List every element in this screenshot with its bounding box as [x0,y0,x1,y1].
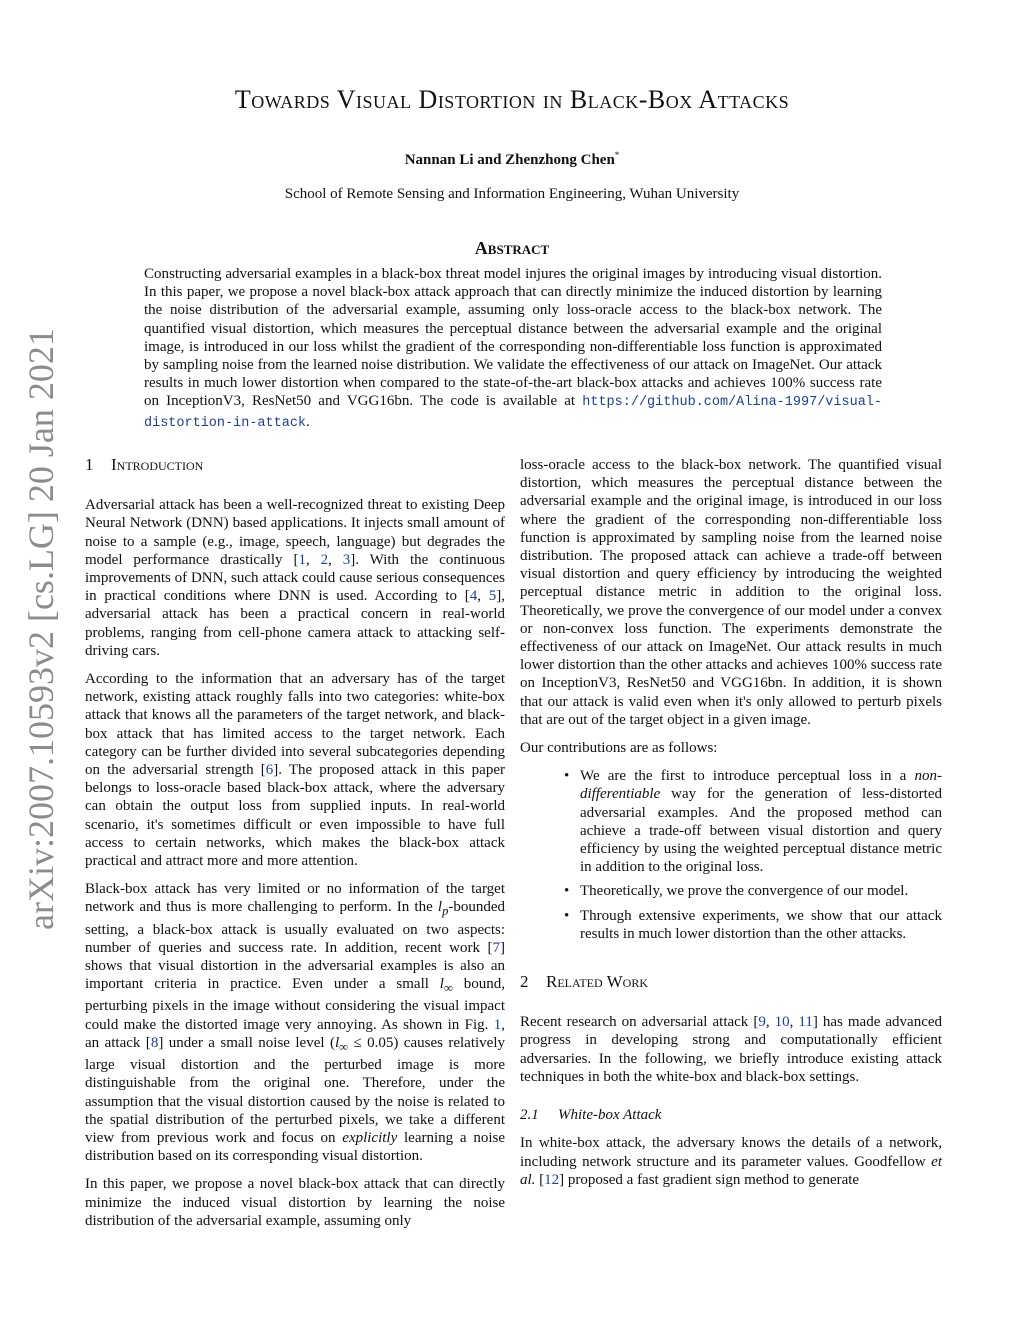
citation-link[interactable]: 7 [492,939,500,956]
text-run: , [305,551,321,568]
figure-link[interactable]: 1 [493,1016,502,1033]
math-sub: p [442,904,449,919]
contributions-intro: Our contributions are as follows: [520,740,718,757]
text-run: ] shows that visual distortion in the adversarial examples is also an important criteria in practice. Even under a small [85,939,505,993]
bullet-icon: • [564,768,570,785]
citation-link[interactable]: 1 [298,551,306,568]
text-run: Through extensive experiments, we show that our attack results in much lower distortion than the other attacks. [580,907,942,942]
citation-link[interactable]: 8 [150,1034,159,1051]
text-run: ], adversarial attack has been a practical concern in real-world problems, ranging from cell-phone camera attack to attacking self-driving cars. [85,588,505,659]
text-run: According to the information that an adversary has of the target network, existing attack roughly falls into two categories: white-box attack that knows all the parameters of the target network, and black-box attack that has limited access to the target network. Each category can be further divided into several subcategories depending on the adversarial strength [ [85,671,505,779]
text-run: -bounded setting, a black-box attack is usually evaluated on two aspects: number of queries and success rate. In addition, recent work [ [85,899,505,956]
section-title: Related Work [546,972,648,992]
list-item [564,882,942,900]
text-run: ] has made advanced progress in developing strong and computationally efficient adversaries. In the following, we briefly introduce existing attack techniques in both the white-box and black-box settings. [520,1014,943,1085]
text-run: Recent research on adversarial attack [ [520,1014,759,1031]
math-sub: ∞ [339,1039,349,1054]
bullet-icon: • [564,883,570,900]
arxiv-stamp: arXiv:2007.10593v2 [cs.LG] 20 Jan 2021 [21,328,61,930]
section-number: 2 [520,972,529,992]
right-column [520,456,942,1199]
left-column [85,456,505,1240]
affiliation: School of Remote Sensing and Information Engineering, Wuhan University [284,186,740,202]
paper-title: Towards Visual Distortion in Black-Box Attacks [234,85,790,114]
subsection-white-box-heading [520,1106,942,1124]
code-url-link[interactable]: https://github.com/Alina-1997/visual-distortion-in-attack [144,395,882,431]
math-sub: ∞ [443,981,453,996]
subsection-title: White-box Attack [558,1107,662,1124]
text-run: , [789,1014,799,1031]
citation-link[interactable]: 3 [342,551,351,568]
math-l: l [334,1034,340,1051]
text-run: Adversarial attack has been a well-recognized threat to existing Deep Neural Network (DNN) based applications. It injects small amount of noise to a sample (e.g., image, speech, language) but degrades the model performance drastically [ [85,497,505,568]
author-names: Nannan Li and Zhenzhong Chen [404,152,615,168]
text-run: , an attack [ [85,1016,505,1051]
text-run: , [477,588,489,605]
citation-link[interactable]: 4 [469,588,478,605]
text-run: ]. With the continuous improvements of DNN, such attack could cause serious consequences in practical conditions where DNN is used. According to [ [85,551,506,605]
text-run: bound, perturbing pixels in the image without considering the visual impact could make the distorted image very annoying. As shown in Fig. [85,976,506,1033]
authors [100,150,924,169]
list-item [564,767,942,876]
abstract-text: Constructing adversarial examples in a black-box threat model injures the original images by introducing visual distortion. In this paper, we propose a novel black-box attack approach that can directly minimize the induced distortion by learning the noise distribution of the adversarial example, assuming only loss-oracle access to the black-box network. The quantified visual distortion, which measures the perceptual distance between the adversarial example and the original image, is introduced in our loss whilst the gradient of the corresponding non-differentiable loss function is approximated by sampling noise from the learned noise distribution. We validate the effectiveness of our attack on ImageNet. Our attack results in much lower distortion when compared to the state-of-the-art black-box attacks and achieves 100% success rate on InceptionV3, ResNet50 and VGG16bn. [144,266,882,410]
text-run: [ [535,1171,545,1188]
citation-link[interactable]: 6 [265,762,274,779]
text-run: , [328,551,343,568]
abstract-body [144,265,882,433]
white-box-paragraph [520,1134,942,1189]
text-run: In white-box attack, the adversary knows the details of a network, including network structure and its parameter values. Goodfellow [520,1135,942,1170]
subsection-number: 2.1 [520,1107,539,1124]
citation-link[interactable]: 5 [488,588,497,605]
text-run: Black-box attack has very limited or no information of the target network and thus is more challenging to perform. In the [85,881,505,916]
section-number: 1 [85,455,94,474]
text-run: ] proposed a fast gradient sign method to generate [559,1171,860,1188]
text-run: way for the generation of less-distorted adversarial examples. And the proposed method can achieve a trade-off between visual distortion and query efficiency by using the weighted perceptual distance metric in addition to the original loss. [580,786,942,876]
list-item [564,907,942,943]
emphasis: explicitly [342,1129,398,1146]
citation-link[interactable]: 11 [798,1014,813,1031]
intro-paragraph-4: In this paper, we propose a novel black-box attack that can directly minimize the induced visual distortion by learning the noise distribution of the adversarial example, assuming only [85,1176,505,1229]
text-run: ] under a small noise level ( [158,1034,335,1051]
abstract-heading: Abstract [474,238,550,258]
citation-link[interactable]: 12 [544,1171,560,1188]
code-availability-label: The code is available at [419,393,576,410]
related-work-paragraph-1 [520,1013,942,1086]
citation-link[interactable]: 9 [758,1014,766,1031]
intro-paragraph-1 [85,496,505,660]
math-l: l [437,899,443,916]
citation-link[interactable]: 2 [320,551,329,568]
emphasis: et al. [520,1153,942,1188]
code-url-period: . [306,413,310,430]
section-introduction-heading [85,456,505,474]
text-run: , [765,1014,775,1031]
bullet-icon: • [564,907,570,924]
text-run: Theoretically, we prove the convergence of our model. [580,883,909,900]
contributions-list [520,767,942,943]
text-run: ]. The proposed attack in this paper belongs to loss-oracle based black-box attack, where the adversary can obtain the output loss from supplied inputs. In real-world scenario, it's sometimes difficult or even impossible to have full access to certain networks, which makes the black-box attack practical and attract more and more attention. [85,762,505,870]
intro-paragraph-2 [85,670,505,870]
section-related-work-heading [520,973,942,991]
section-title: Introduction [111,455,204,474]
text-run: We are the first to introduce perceptual loss in a [580,768,915,785]
text-run: learning a noise distribution based on its corresponding visual distortion. [85,1129,505,1165]
intro-paragraph-5: loss-oracle access to the black-box network. The quantified visual distortion, which measures the perceptual distance between the adversarial example and the original image, is introduced in our loss where the gradient of the corresponding non-differentiable loss function is approximated by sampling noise from the learned noise distribution. The proposed attack can achieve a trade-off between visual distortion and query efficiency by introducing the weighted perceptual distance metric in addition to the original loss. Theoretically, we prove the convergence of our model under a convex or non-convex loss function. The experiments demonstrate the effectiveness of our attack on ImageNet. Our attack results in much lower distortion than the other attacks and achieves 100% success rate on InceptionV3, ResNet50 and VGG16bn. In addition, it is shown that our attack is valid even when it's only allowed to perturb pixels that are out of the target object in a given image. [520,457,942,728]
author-footnote-mark: * [614,150,620,160]
math-l: l [439,976,444,993]
citation-link[interactable]: 10 [774,1014,790,1031]
text-run: ≤ 0.05) causes relatively large visual distortion and the perturbed image is more distinguishable from the original one. Therefore, under the assumption that the visual distortion caused by the noise is related to the spatial distribution of the perturbed pixels, we take a different view from previous work and focus on [85,1034,505,1146]
emphasis: non-differentiable [580,768,942,803]
intro-paragraph-3 [85,880,505,1165]
